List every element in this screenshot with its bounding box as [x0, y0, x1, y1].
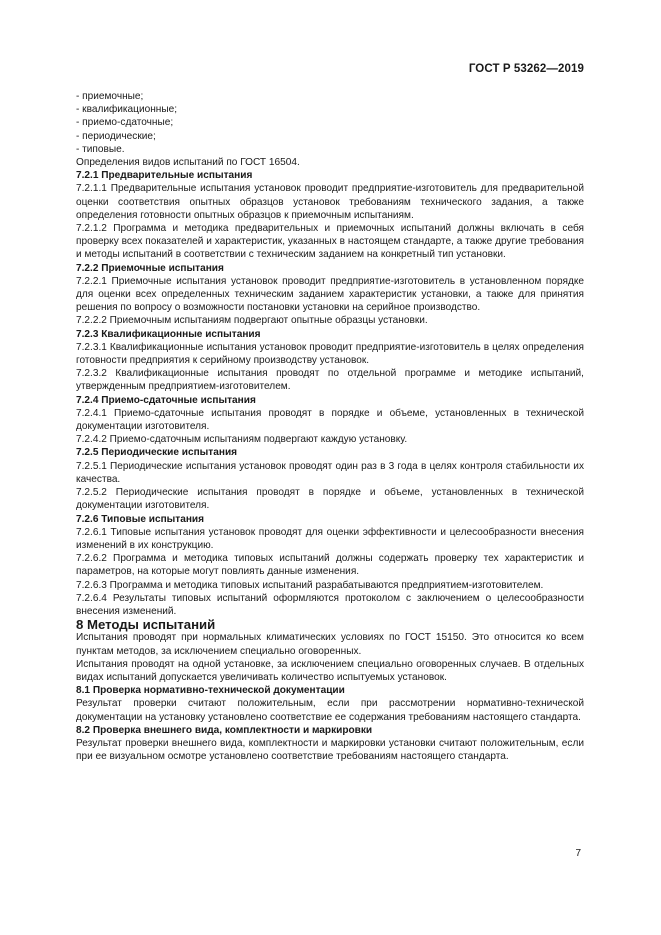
section-heading-7-2-1: 7.2.1 Предварительные испытания — [76, 170, 253, 182]
paragraph: 7.2.5.2 Периодические испытания проводят в порядке и объеме, установленных в технической документации изготовителя. — [76, 487, 584, 512]
paragraph: 7.2.6.3 Программа и методика типовых испытаний разрабатываются предприятием-изготовителем. — [76, 579, 544, 591]
paragraph: 7.2.1.2 Программа и методика предварительных и приемочных испытаний должны включать в себя проверку всех показателей и характеристик, указанных в настоящем стандарте, а также другие требования и методы испытаний в соответствии с техническим заданием на конкретный тип установки. — [76, 223, 584, 261]
list-item: - периодические; — [76, 130, 156, 142]
paragraph: 7.2.2.1 Приемочные испытания установок проводит предприятие-изготовитель в установленном порядке для оценки всех определенных техническим заданием характеристик установки, а также для принятия решения по вопросу о возможности постановки установки на серийное производство. — [76, 275, 584, 314]
section-heading-7-2-4: 7.2.4 Приемо-сдаточные испытания — [76, 394, 256, 406]
paragraph: Результат проверки внешнего вида, комплектности и маркировки установки считают положительным, если при ее визуальном осмотре установлено соответствие требованиям настоящего стандарта. — [76, 737, 584, 763]
list-item: - приемочные; — [76, 91, 144, 102]
paragraph: 7.2.5.1 Периодические испытания установок проводят один раз в 3 года в целях контроля стабильности их качества. — [76, 460, 584, 485]
paragraph: 7.2.6.4 Результаты типовых испытаний оформляются протоколом с заключением о целесообразности внесения изменений. — [76, 592, 584, 617]
paragraph: Испытания проводят на одной установке, за исключением специально оговоренных случаев. В отдельных видах испытаний допускается увеличивать количество испытуемых установок. — [76, 658, 584, 683]
paragraph: 7.2.3.2 Квалификационные испытания проводят по отдельной программе и методике испытаний, утвержденным предприятием-изготовителем. — [76, 368, 584, 393]
section-heading-8-1: 8.1 Проверка нормативно-технической документации — [76, 685, 345, 697]
paragraph: Испытания проводят при нормальных климатических условиях по ГОСТ 15150. Это относится ко всем пунктам методов, за исключением специально оговоренных. — [76, 632, 584, 657]
section-heading-7-2-5: 7.2.5 Периодические испытания — [76, 447, 238, 459]
list-item: - типовые. — [76, 143, 125, 155]
paragraph: 7.2.1.1 Предварительные испытания установок проводит предприятие-изготовитель для предварительной оценки соответствия опытных образцов установок требованиям технического задания, а также определения готовности опытных образцов к приемочным испытаниям. — [76, 183, 584, 221]
section-heading-8: 8 Методы испытаний — [76, 617, 216, 633]
section-heading-7-2-6: 7.2.6 Типовые испытания — [76, 513, 205, 525]
list-item: - приемо-сдаточные; — [76, 117, 174, 129]
section-heading-7-2-3: 7.2.3 Квалификационные испытания — [76, 328, 261, 340]
paragraph: 7.2.4.1 Приемо-сдаточные испытания проводят в порядке и объеме, установленных в технической документации изготовителя. — [76, 407, 584, 433]
paragraph: Определения видов испытаний по ГОСТ 16504. — [76, 157, 300, 169]
page-content — [76, 90, 584, 763]
section-heading-8-2: 8.2 Проверка внешнего вида, комплектности и маркировки — [76, 724, 373, 736]
paragraph: 7.2.2.2 Приемочным испытаниям подвергают опытные образцы установки. — [76, 315, 428, 327]
paragraph: 7.2.6.2 Программа и методика типовых испытаний должны содержать проверку тех характеристик и параметров, на которые могут повлиять данные изменения. — [76, 553, 584, 578]
document-code-header: ГОСТ Р 53262—2019 — [468, 63, 584, 75]
paragraph: 7.2.6.1 Типовые испытания установок проводят для оценки эффективности и целесообразности внесения изменений в их конструкцию. — [76, 526, 584, 551]
paragraph: 7.2.4.2 Приемо-сдаточным испытаниям подвергают каждую установку. — [76, 434, 408, 446]
list-item: - квалификационные; — [76, 104, 178, 116]
page-number: 7 — [575, 848, 581, 859]
paragraph: 7.2.3.1 Квалификационные испытания установок проводит предприятие-изготовитель в целях определения готовности предприятия к серийному производству установок. — [76, 341, 584, 367]
section-heading-7-2-2: 7.2.2 Приемочные испытания — [76, 262, 224, 274]
paragraph: Результат проверки считают положительным, если при рассмотрении нормативно-технической документации на установку установлено соответствие ее содержания требованиям настоящего стандарта. — [76, 698, 584, 723]
